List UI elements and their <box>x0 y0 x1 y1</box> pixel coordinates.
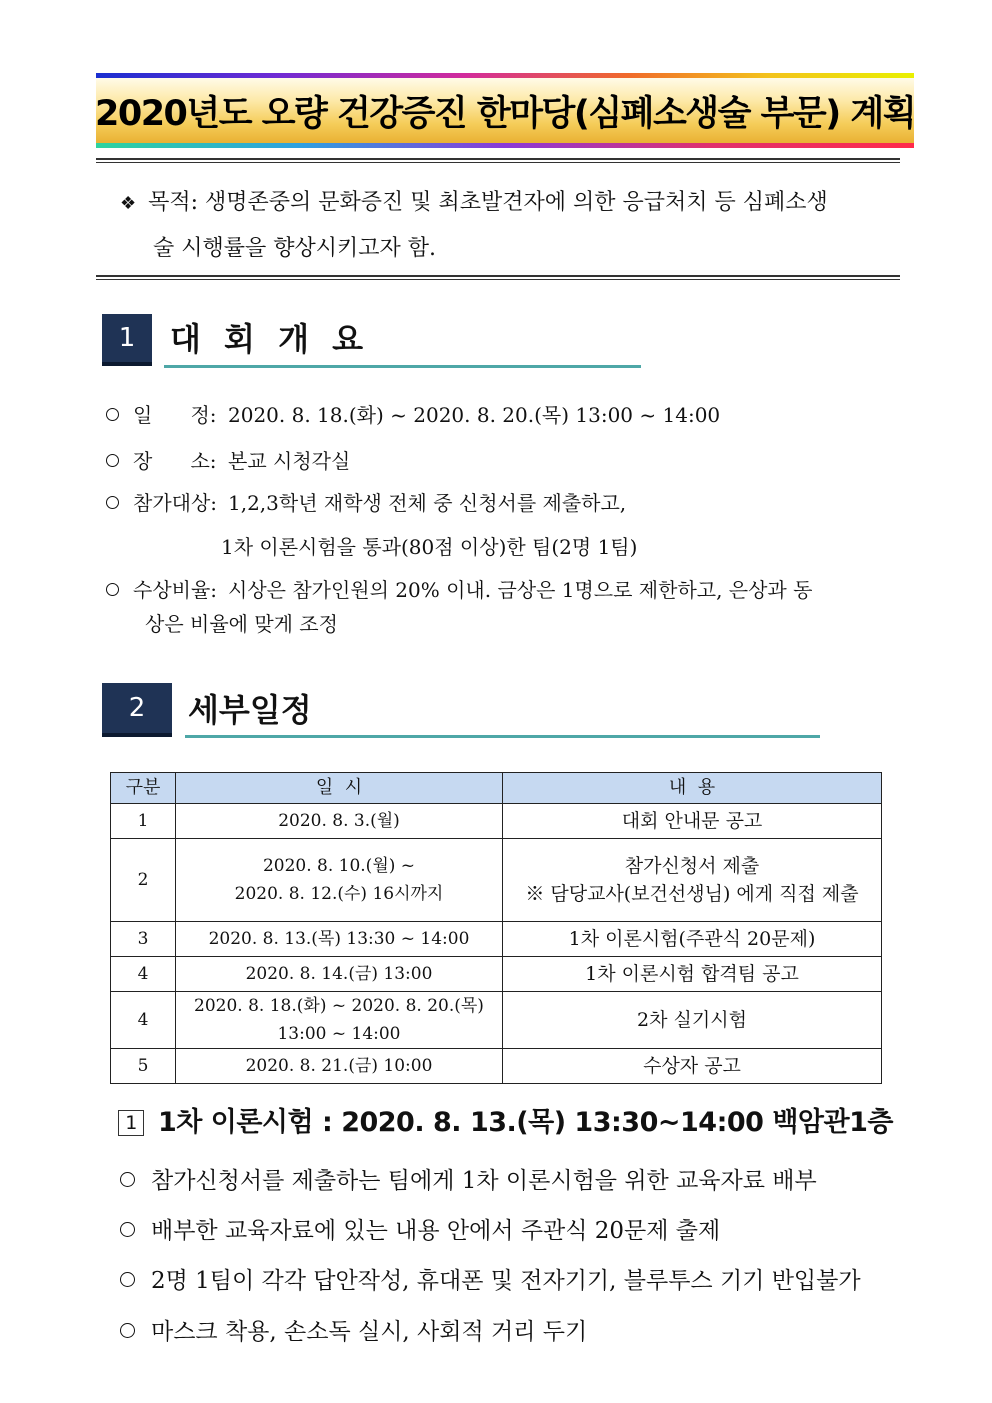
table-row <box>111 839 882 922</box>
col-header-category: 구분 <box>111 773 176 804</box>
exam-heading <box>118 1100 893 1139</box>
cell-content: 수상자 공고 <box>503 1049 882 1084</box>
cell-content: 1차 이론시험 합격팀 공고 <box>503 957 882 992</box>
exam-item-text: 배부한 교육자료에 있는 내용 안에서 주관식 20문제 출제 <box>151 1218 721 1244</box>
cell-no: 4 <box>111 992 176 1049</box>
circle-bullet-icon <box>106 496 119 509</box>
circle-bullet-icon <box>120 1272 135 1287</box>
circle-bullet-icon <box>106 583 119 596</box>
exam-item <box>120 1262 861 1295</box>
cell-date-line1: 2020. 8. 18.(화) ~ 2020. 8. 20.(목) <box>194 996 484 1016</box>
exam-item-text: 2명 1팀이 각각 답안작성, 휴대폰 및 전자기기, 블루투스 기기 반입불가 <box>151 1268 861 1294</box>
info-label: 참가대상: <box>133 491 218 515</box>
cell-no: 4 <box>111 957 176 992</box>
title-banner <box>96 78 914 143</box>
cell-date: 2020. 8. 14.(금) 13:00 <box>176 957 503 992</box>
info-participants-continued: 1차 이론시험을 통과(80점 이상)한 팀(2명 1팀) <box>221 535 638 559</box>
cell-content-line1: 참가신청서 제출 <box>624 855 760 877</box>
info-value: 시상은 참가인원의 20% 이내. 금상은 1명으로 제한하고, 은상과 동 <box>228 578 813 602</box>
purpose-text-line1 <box>120 185 828 216</box>
circle-bullet-icon <box>106 408 119 421</box>
exam-item <box>120 1313 587 1346</box>
boxed-number-icon: 1 <box>118 1110 144 1136</box>
circle-bullet-icon <box>106 454 119 467</box>
info-award-ratio-continued: 상은 비율에 맞게 조정 <box>145 612 338 636</box>
table-row <box>111 1049 882 1084</box>
exam-item <box>120 1162 817 1195</box>
cell-no: 2 <box>111 839 176 922</box>
cell-date-line2: 2020. 8. 12.(수) 16시까지 <box>234 884 444 904</box>
section2-title: 세부일정 <box>188 691 312 729</box>
cell-content-line2: ※ 담당교사(보건선생님) 에게 직접 제출 <box>525 883 859 905</box>
cell-no: 3 <box>111 922 176 957</box>
info-value: 1,2,3학년 재학생 전체 중 신청서를 제출하고, <box>228 491 627 515</box>
info-label: 일 정: <box>133 403 217 427</box>
cell-content: 대회 안내문 공고 <box>503 804 882 839</box>
table-row <box>111 804 882 839</box>
schedule-table <box>110 772 882 1084</box>
info-venue <box>106 445 350 474</box>
purpose-top-rule <box>96 158 900 163</box>
cell-date-line1: 2020. 8. 10.(월) ~ <box>262 856 416 876</box>
info-value: 2020. 8. 18.(화) ~ 2020. 8. 20.(목) 13:00 ~ 14:00 <box>228 403 721 427</box>
info-participants <box>106 487 626 516</box>
circle-bullet-icon <box>120 1323 135 1338</box>
cell-date <box>176 992 503 1049</box>
section2-underline <box>185 735 820 738</box>
circle-bullet-icon <box>120 1172 135 1187</box>
section2-number-badge: 2 <box>102 683 172 737</box>
section1-number-badge: 1 <box>102 314 152 366</box>
info-value: 본교 시청각실 <box>228 449 351 473</box>
table-row <box>111 922 882 957</box>
cell-no: 1 <box>111 804 176 839</box>
cell-date-line2: 13:00 ~ 14:00 <box>277 1024 401 1044</box>
exam-item-text: 마스크 착용, 손소독 실시, 사회적 거리 두기 <box>151 1319 588 1345</box>
col-header-datetime: 일 시 <box>176 773 503 804</box>
page-title: 2020년도 오량 건강증진 한마당(심폐소생술 부문) 계획 <box>94 93 916 134</box>
section1-title: 대 회 개 요 <box>170 320 370 358</box>
cell-content <box>503 839 882 922</box>
cell-date: 2020. 8. 21.(금) 10:00 <box>176 1049 503 1084</box>
exam-heading-text: 1차 이론시험 : 2020. 8. 13.(목) 13:30~14:00 백암관1층 <box>158 1107 893 1138</box>
cell-date: 2020. 8. 3.(월) <box>176 804 503 839</box>
cell-content: 2차 실기시험 <box>503 992 882 1049</box>
purpose-text-line2: 술 시행률을 향상시키고자 함. <box>153 236 436 261</box>
info-schedule <box>106 399 720 428</box>
cell-date <box>176 839 503 922</box>
exam-item-text: 참가신청서를 제출하는 팀에게 1차 이론시험을 위한 교육자료 배부 <box>151 1168 817 1194</box>
circle-bullet-icon <box>120 1222 135 1237</box>
title-bottom-stripe <box>96 143 914 148</box>
cell-no: 5 <box>111 1049 176 1084</box>
table-row <box>111 957 882 992</box>
purpose-line1: 목적: 생명존중의 문화증진 및 최초발견자에 의한 응급처치 등 심폐소생 <box>148 190 828 215</box>
purpose-bottom-rule <box>96 275 900 280</box>
cell-date: 2020. 8. 13.(목) 13:30 ~ 14:00 <box>176 922 503 957</box>
section1-underline <box>164 365 641 368</box>
cell-content: 1차 이론시험(주관식 20문제) <box>503 922 882 957</box>
table-header-row <box>111 773 882 804</box>
diamond-bullet-icon: ❖ <box>120 193 137 214</box>
exam-item <box>120 1212 720 1245</box>
info-label: 장 소: <box>133 449 217 473</box>
col-header-content: 내 용 <box>503 773 882 804</box>
info-award-ratio <box>106 574 812 603</box>
table-row <box>111 992 882 1049</box>
info-label: 수상비율: <box>133 578 218 602</box>
